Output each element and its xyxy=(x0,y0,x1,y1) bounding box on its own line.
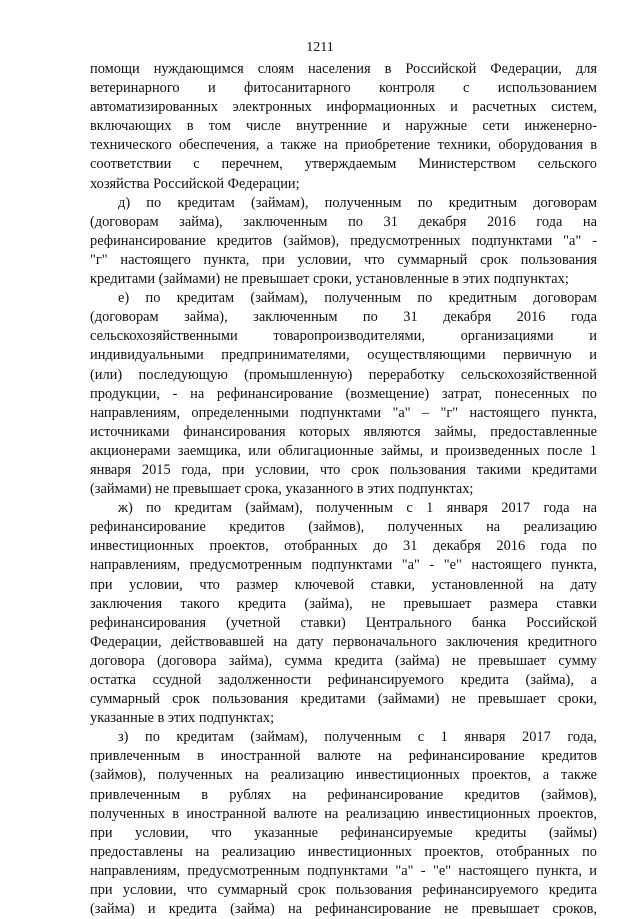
page-number: 1211 xyxy=(306,40,334,55)
text-line: направлениям, предусмотренным подпунктами "а" - "е" настоящего пункта, и xyxy=(90,862,597,879)
text-line: (или) последующую (промышленную) переработку сельскохозяйственной xyxy=(90,366,597,383)
text-line: з) по кредитам (займам), полученным с 1 января 2017 года, xyxy=(118,729,597,746)
body-text xyxy=(90,60,597,919)
text-line: хозяйства Российской Федерации; xyxy=(90,175,300,192)
text-line: автоматизированных электронных информационных и расчетных систем, xyxy=(90,99,597,116)
text-line: направлениям, определенными подпунктами "а" – "г" настоящего пункта, xyxy=(90,404,597,421)
text-line: (договорам займа), заключенным по 31 декабря 2016 года xyxy=(90,309,597,326)
text-line: суммарный срок пользования кредитами (займами) не превышает сроки, xyxy=(90,691,597,708)
text-line: включающих в том числе внутренние и наружные сети инженерно- xyxy=(90,118,597,135)
text-line: заключения такого кредита (займа), не превышает размера ставки xyxy=(90,595,597,612)
text-line: (займов), полученных на реализацию инвестиционных проектов, а также xyxy=(90,767,597,784)
text-line: кредитами (займами) не превышает сроки, установленные в этих подпунктах; xyxy=(90,271,569,288)
text-line: указанные в этих подпунктах; xyxy=(90,710,275,727)
text-line: привлеченным в рублях на рефинансирование кредитов (займов), xyxy=(90,786,597,803)
text-line: рефинансирование кредитов (займов), полученных на реализацию xyxy=(90,519,597,536)
text-line: акционерами заемщика, или облигационные займы, и произведенных после 1 xyxy=(90,442,597,459)
text-line: рефинансирование кредитов (займов), предусмотренных подпунктами "а" - xyxy=(90,232,597,249)
text-line: Федерации, действовавшей на дату первоначального заключения кредитного xyxy=(90,633,597,650)
text-line: источниками финансирования которых являются займы, предоставленные xyxy=(90,423,597,440)
text-line: соответствии с перечнем, утверждаемым Министерством сельского xyxy=(90,156,597,173)
text-line: ветеринарного и фитосанитарного контроля с использованием xyxy=(90,80,597,97)
text-line: привлеченным в иностранной валюте на рефинансирование кредитов xyxy=(90,748,597,765)
text-line: (займа) и кредита (займа) на рефинансирование не превышает сроков, xyxy=(90,901,597,918)
text-line: договора (договора займа), сумма кредита (займа) не превышает сумму xyxy=(90,652,597,669)
text-line: инвестиционных проектов, отобранных до 31 декабря 2016 года по xyxy=(90,538,597,555)
text-line: января 2015 года, при условии, что срок пользования такими кредитами xyxy=(90,461,597,478)
text-line: (займами) не превышает срока, указанного в этих подпунктах; xyxy=(90,481,474,498)
text-line: индивидуальными предпринимателями, осуществляющими первичную и xyxy=(90,347,597,364)
text-line: полученных в иностранной валюте на реализацию инвестиционных проектов, xyxy=(90,805,597,822)
text-line: направлениям, предусмотренным подпунктами "а" - "е" настоящего пункта, xyxy=(90,557,597,574)
text-line: остатка ссудной задолженности рефинансируемого кредита (займа), а xyxy=(90,672,597,688)
text-line: ж) по кредитам (займам), полученным с 1 января 2017 года на xyxy=(118,500,597,517)
text-line: помощи нуждающимся слоям населения в Российской Федерации, для xyxy=(90,61,597,77)
text-line: д) по кредитам (займам), полученным по кредитным договорам xyxy=(118,194,597,211)
text-line: рефинансирования (учетной ставки) Центрального банка Российской xyxy=(90,614,597,631)
text-line: при условии, что указанные рефинансируемые кредиты (займы) xyxy=(90,824,597,841)
text-line: (договорам займа), заключенным по 31 декабря 2016 года на xyxy=(90,213,597,230)
text-line: предоставлены на реализацию инвестиционных проектов, отобранных по xyxy=(90,843,597,860)
text-line: при условии, что размер ключевой ставки, установленной на дату xyxy=(90,576,597,593)
text-line: сельскохозяйственными товаропроизводителями, организациями и xyxy=(90,328,597,345)
text-line: технического обеспечения, а также на приобретение техники, оборудования в xyxy=(90,137,597,154)
text-line: продукции, - на рефинансирование (возмещение) затрат, понесенных по xyxy=(90,385,597,402)
text-line: при условии, что суммарный срок пользования рефинансируемого кредита xyxy=(90,882,597,899)
text-line: е) по кредитам (займам), полученным по кредитным договорам xyxy=(118,290,597,307)
text-line: "г" настоящего пункта, при условии, что суммарный срок пользования xyxy=(90,251,597,268)
